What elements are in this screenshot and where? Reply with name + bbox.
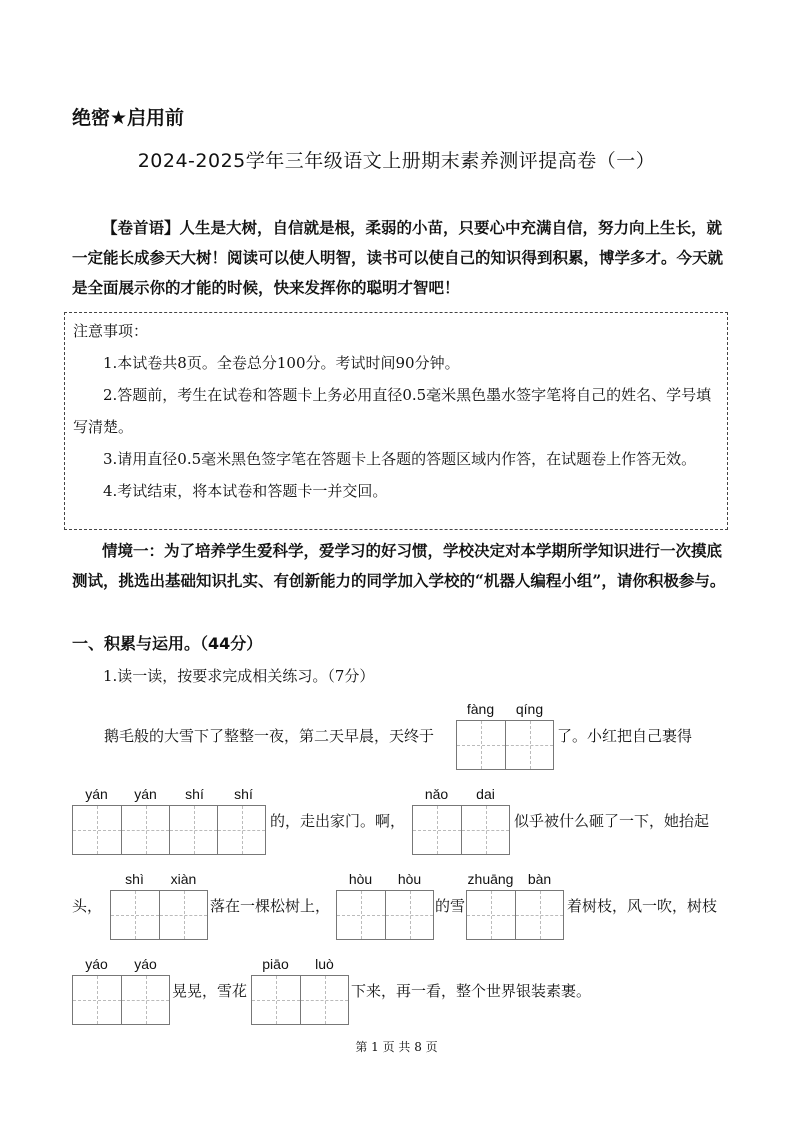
notice-item: 3.请用直径0.5毫米黑色签字笔在答题卡上各题的答题区域内作答，在试题卷上作答无效。 [103,450,697,468]
writing-grid[interactable] [336,890,434,940]
exercise-text: 的，走出家门。啊， [270,812,406,830]
pinyin-label: yán [134,786,157,802]
writing-cell[interactable] [467,891,515,939]
exercise-text: 晃晃，雪花 [172,982,248,1000]
pinyin-label: bàn [527,871,552,887]
pinyin-label: shì [125,871,144,887]
pinyin-label: piāo [262,956,289,972]
pinyin-label: luò [315,956,334,972]
pinyin-label: dai [476,786,495,802]
pinyin-label: shí [234,786,253,802]
writing-cell[interactable] [121,806,169,854]
pinyin-label: xiàn [170,871,197,887]
writing-grid[interactable] [110,890,208,940]
writing-cell[interactable] [252,976,300,1024]
writing-cell[interactable] [217,806,265,854]
exercise-text: 的雪 [435,897,466,915]
writing-grid[interactable] [456,720,554,770]
writing-grid[interactable] [251,975,349,1025]
exercise-text: 似乎被什么砸了一下，她抬起 [514,812,710,830]
pinyin-label: yáo [85,956,108,972]
writing-cell[interactable] [121,976,169,1024]
notice-item: 1.本试卷共8页。全卷总分100分。考试时间90分钟。 [103,354,460,372]
pinyin-label: hòu [348,871,373,887]
writing-cell[interactable] [505,721,553,769]
notice-item: 2.答题前，考生在试卷和答题卡上务必用直径0.5毫米黑色墨水签字笔将自己的姓名、学号填写清楚。 [73,386,712,436]
exercise-text: 头， [72,897,103,915]
exercise-text: 着树枝，风一吹，树枝 [567,897,718,915]
question-1-prompt: 1.读一读，按要求完成相关练习。（7分） [103,667,375,685]
exercise-text: 鹅毛般的大雪下了整整一夜，第二天早晨，天终于 [104,727,435,745]
prelude-text: 【卷首语】人生是大树，自信就是根，柔弱的小苗，只要心中充满自信，努力向上生长，就一定能长成参天大树！阅读可以使人明智，读书可以使自己的知识得到积累，博学多才。今天就是全面展示你的才能的时候，快来发挥你的聪明才智吧！ [72,218,724,297]
writing-grid[interactable] [72,805,266,855]
writing-cell[interactable] [73,806,121,854]
notice-heading: 注意事项： [73,322,149,340]
writing-cell[interactable] [169,806,217,854]
writing-cell[interactable] [159,891,207,939]
pinyin-label: nǎo [424,786,449,802]
exercise-text: 下来，再一看，整个世界银装素裹。 [351,982,592,1000]
writing-cell[interactable] [337,891,385,939]
exercise-text: 落在一棵松树上， [210,897,331,915]
writing-grid[interactable] [72,975,170,1025]
writing-cell[interactable] [515,891,563,939]
writing-cell[interactable] [413,806,461,854]
writing-grid[interactable] [412,805,510,855]
writing-cell[interactable] [111,891,159,939]
writing-grid[interactable] [466,890,564,940]
pinyin-label: hòu [397,871,422,887]
page-title: 2024-2025学年三年级语文上册期末素养测评提高卷（一） [137,150,656,172]
notice-item: 4.考试结束，将本试卷和答题卡一并交回。 [103,482,388,500]
section-heading: 一、积累与运用。（44分） [72,634,263,653]
pinyin-label: qíng [515,701,544,717]
writing-cell[interactable] [385,891,433,939]
pinyin-label: fàng [466,701,495,717]
pinyin-label: shí [185,786,204,802]
pinyin-label: zhuāng [467,871,514,887]
scenario-text: 情境一：为了培养学生爱科学，爱学习的好习惯，学校决定对本学期所学知识进行一次摸底测试，挑选出基础知识扎实、有创新能力的同学加入学校的“机器人编程小组”，请你积极参与。 [72,541,726,590]
writing-cell[interactable] [73,976,121,1024]
confidential-label: 绝密★启用前 [72,107,185,129]
writing-cell[interactable] [457,721,505,769]
pinyin-label: yáo [134,956,157,972]
pinyin-label: yán [85,786,108,802]
notice-box [64,312,728,530]
exercise-text: 了。小红把自己裹得 [557,727,693,745]
writing-cell[interactable] [300,976,348,1024]
writing-cell[interactable] [461,806,509,854]
page-footer: 第 1 页 共 8 页 [355,1040,438,1054]
